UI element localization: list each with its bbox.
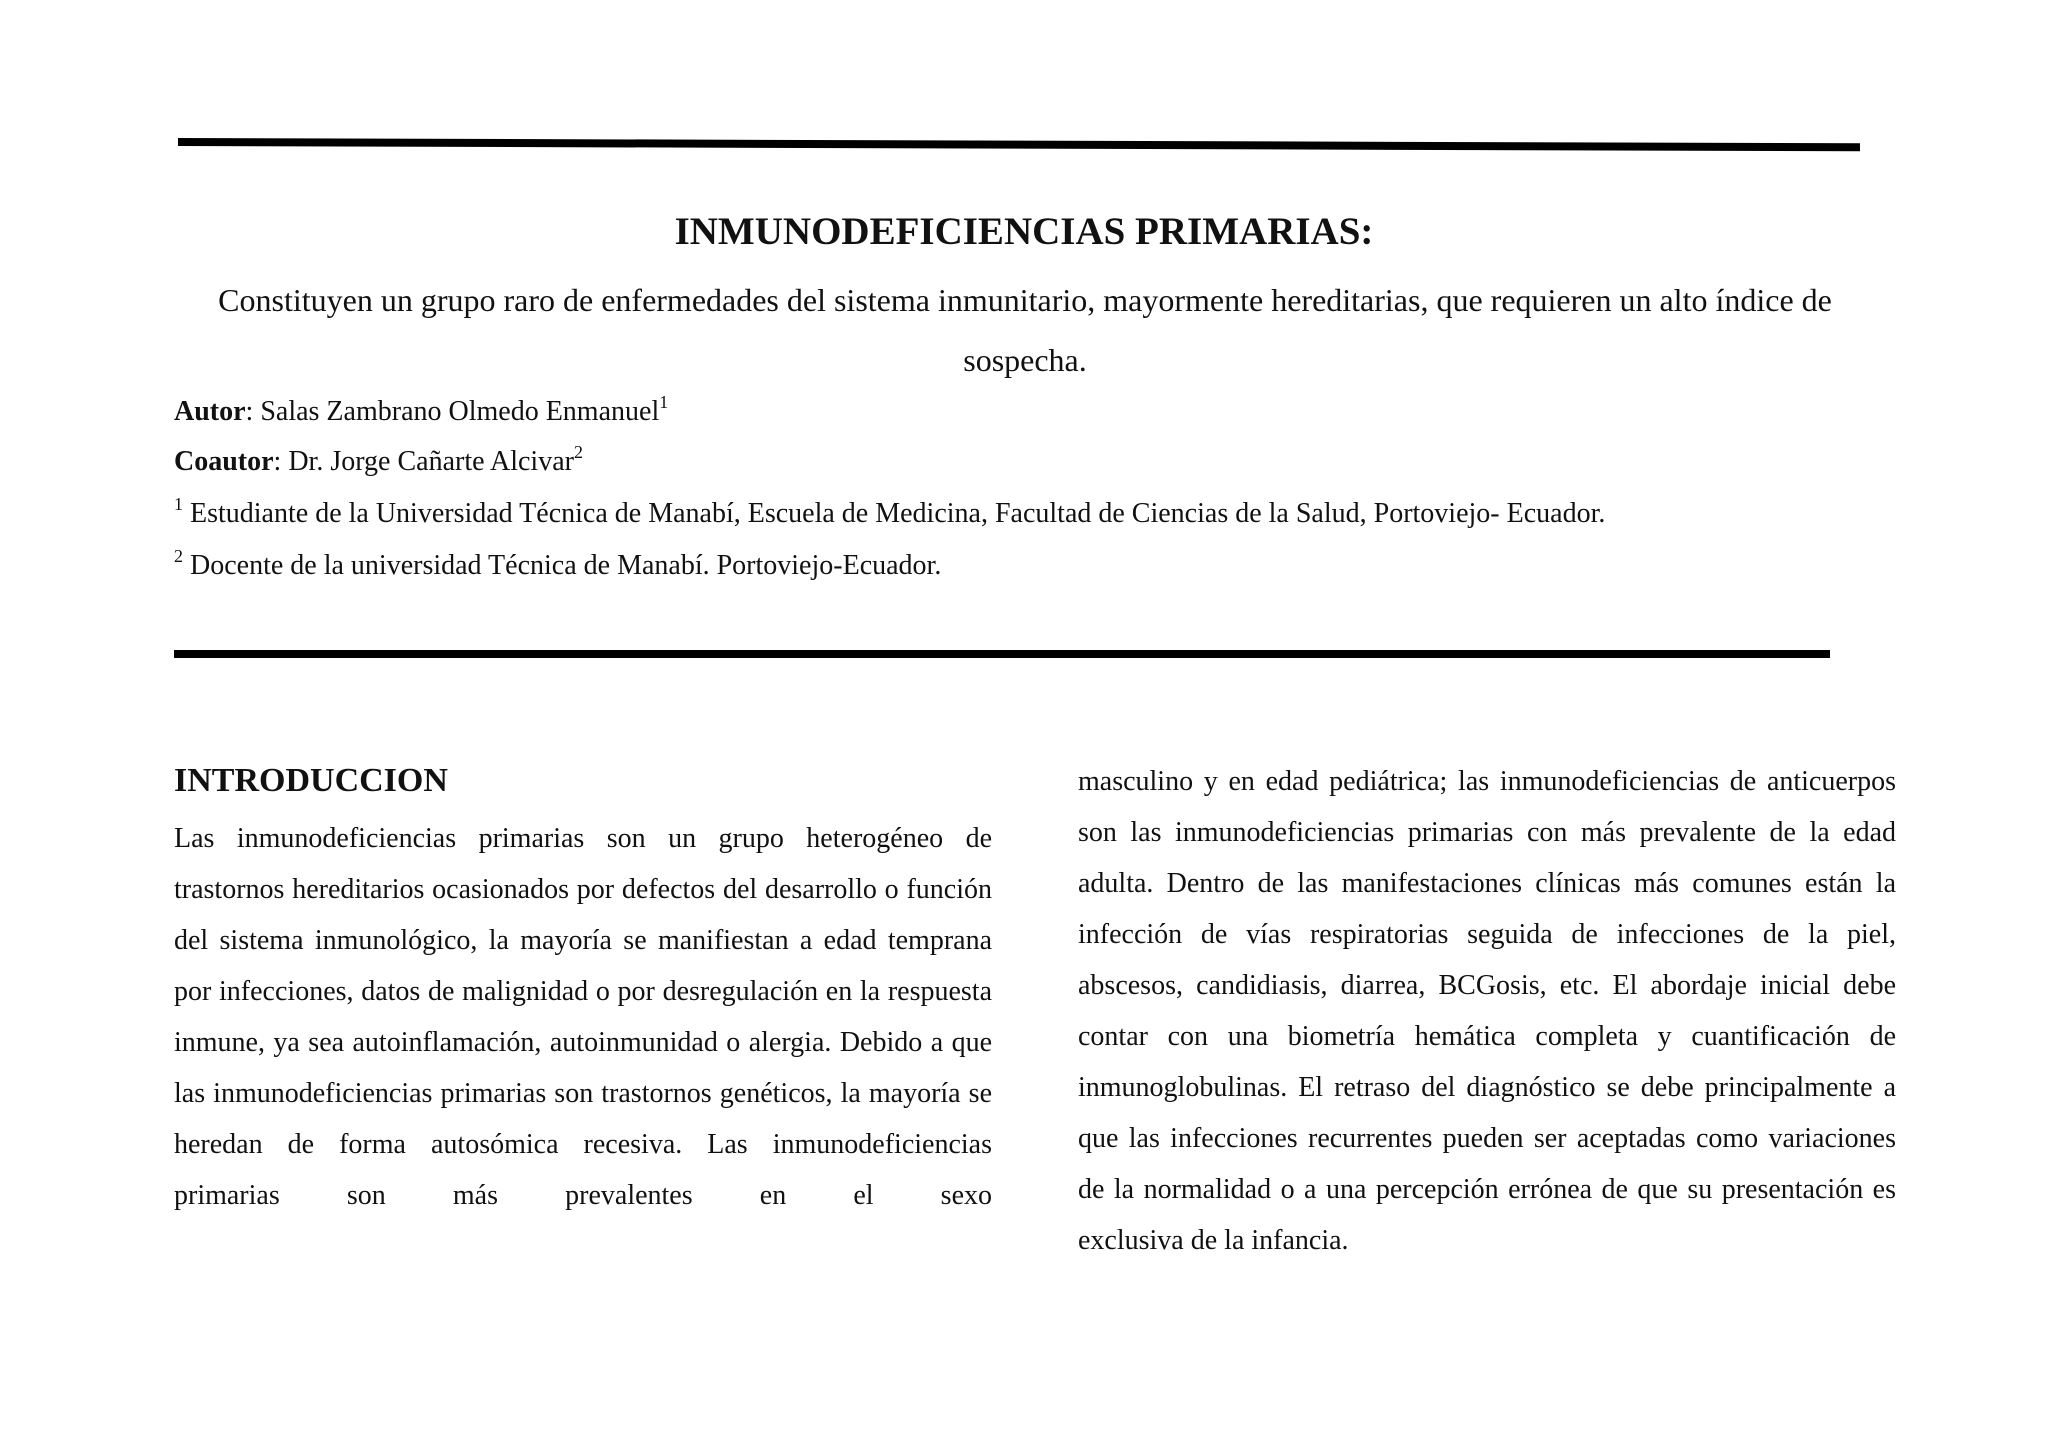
affiliation-2-text: Docente de la universidad Técnica de Manabí. Portoviejo-Ecuador. [183, 550, 942, 581]
coauthor-name: : Dr. Jorge Cañarte Alcivar [273, 446, 574, 477]
top-divider [178, 138, 1860, 151]
author-superscript: 1 [659, 392, 669, 412]
coauthor-superscript: 2 [573, 442, 583, 462]
coauthor-line [174, 444, 583, 480]
author-label: Autor [174, 396, 246, 427]
affiliation-1-text: Estudiante de la Universidad Técnica de Manabí, Escuela de Medicina, Facultad de Ciencias de la Salud, Portoviejo- Ecuador. [183, 498, 1606, 529]
section-heading-introduction: INTRODUCCION [174, 762, 448, 799]
author-name: : Salas Zambrano Olmedo Enmanuel [245, 396, 660, 427]
coauthor-label: Coautor [174, 446, 274, 477]
paper-title: INMUNODEFICIENCIAS PRIMARIAS: [674, 210, 1374, 253]
affiliation-1-marker: 1 [174, 494, 183, 514]
affiliation-2-marker: 2 [174, 546, 183, 566]
paper-subtitle: Constituyen un grupo raro de enfermedades del sistema inmunitario, mayormente hereditarias, que requieren un alto índice de sospecha. [218, 282, 1832, 378]
affiliation-1 [174, 496, 1605, 532]
header-bottom-divider [174, 650, 1830, 658]
author-line [174, 394, 668, 430]
affiliation-2 [174, 548, 941, 584]
introduction-right-column: masculino y en edad pediátrica; las inmunodeficiencias de anticuerpos son las inmunodeficiencias primarias con más prevalente de la edad adulta. Dentro de las manifestaciones clínicas más comunes están la infección de vías respiratorias seguida de infecciones de la piel, abscesos, candidiasis, diarrea, BCGosis, etc. El abordaje inicial debe contar con una biometría hemática completa y cuantificación de inmunoglobulinas. El retraso del diagnóstico se debe principalmente a que las infecciones recurrentes pueden ser aceptadas como variaciones de la normalidad o a una percepción errónea de que su presentación es exclusiva de la infancia. [1078, 766, 1896, 1256]
introduction-left-column: Las inmunodeficiencias primarias son un grupo heterogéneo de trastornos hereditarios ocasionados por defectos del desarrollo o función del sistema inmunológico, la mayoría se manifiestan a edad temprana por infecciones, datos de malignidad o por desregulación en la respuesta inmune, ya sea autoinflamación, autoinmunidad o alergia. Debido a que las inmunodeficiencias primarias son trastornos genéticos, la mayoría se heredan de forma autosómica recesiva. Las inmunodeficiencias primarias son más prevalentes en el sexo [174, 823, 992, 1211]
